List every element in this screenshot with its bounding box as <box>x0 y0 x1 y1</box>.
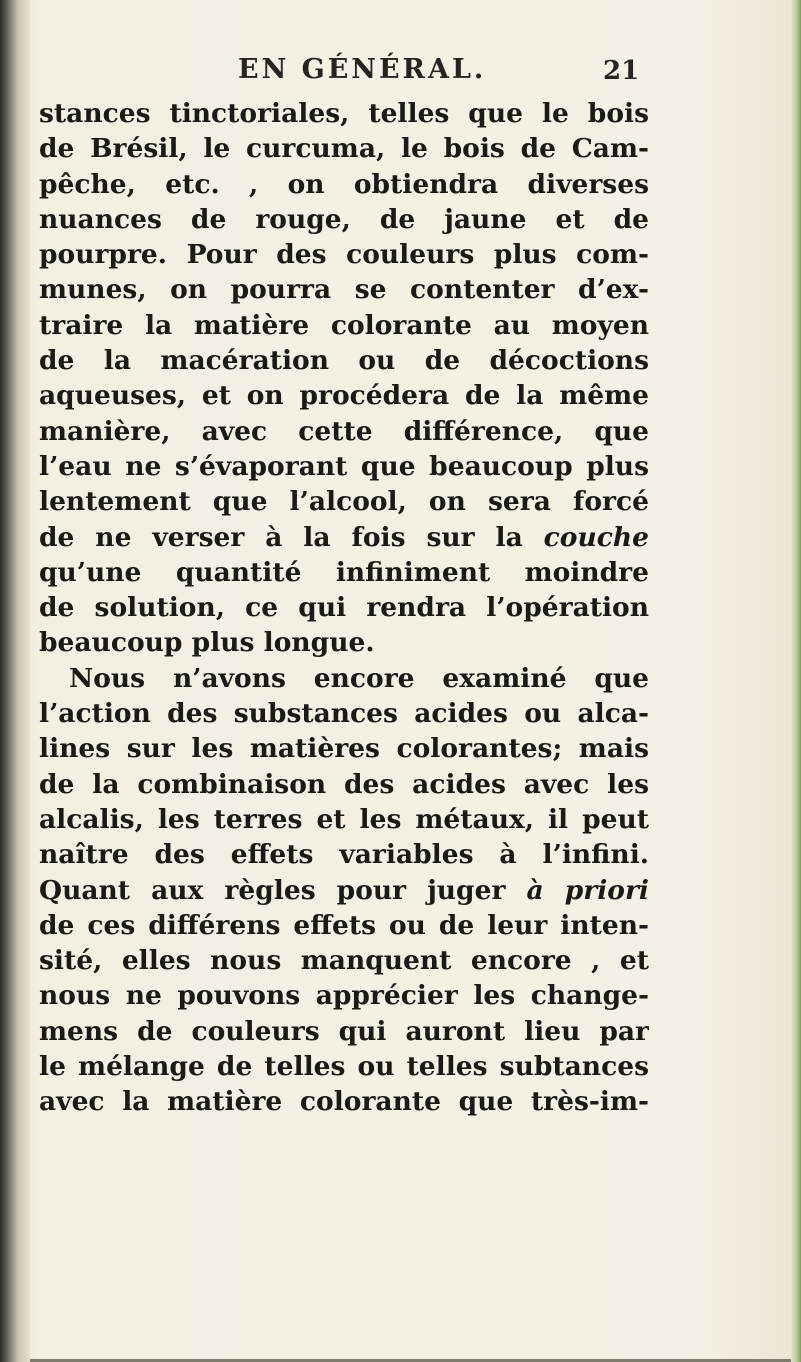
text-line: naître des effets variables à l’infini. <box>39 839 649 871</box>
binding-gutter <box>0 0 30 1362</box>
text-line: avec la matière colorante que très-im- <box>39 1086 649 1118</box>
text-line: traire la matière colorante au moyen <box>39 309 649 341</box>
text-line: aqueuses, et on procédera de la même <box>39 380 649 412</box>
paragraph-start-line: Nous n’avons encore examiné que <box>69 662 649 694</box>
text-line: lines sur les matières colorantes; mais <box>39 733 649 765</box>
italic-term: couche <box>543 521 649 553</box>
running-head <box>0 54 801 94</box>
text-line: de solution, ce qui rendra l’opération <box>39 592 649 624</box>
text-line: l’action des substances acides ou alca- <box>39 698 649 730</box>
text-line: mens de couleurs qui auront lieu par <box>39 1015 649 1047</box>
text-line: munes, on pourra se contenter d’ex- <box>39 274 649 306</box>
text-line: nuances de rouge, de jaune et de <box>39 203 649 235</box>
text-line: alcalis, les terres et les métaux, il peut <box>39 803 649 835</box>
text-line: stances tinctoriales, telles que le bois <box>39 98 649 129</box>
text-line: de la combinaison des acides avec les <box>39 768 649 800</box>
text-line: de Brésil, le curcuma, le bois de Cam- <box>39 133 649 165</box>
page-number: 21 <box>603 56 640 86</box>
text-segment: de ne verser à la fois sur la <box>39 521 544 553</box>
page-edge <box>791 0 801 1362</box>
text-line: le mélange de telles ou telles subtances <box>39 1051 649 1083</box>
text-line: de la macération ou de décoctions <box>39 345 649 377</box>
text-line: qu’une quantité infiniment moindre <box>39 556 649 588</box>
text-line <box>39 520 649 555</box>
running-title: EN GÉNÉRAL. <box>238 54 487 85</box>
text-line: sité, elles nous manquent encore , et <box>39 945 649 977</box>
text-line: lentement que l’alcool, on sera forcé <box>39 486 649 518</box>
text-line: pourpre. Pour des couleurs plus com- <box>39 239 649 271</box>
text-line: nous ne pouvons apprécier les change- <box>39 980 649 1012</box>
body-text <box>39 96 649 1120</box>
text-line: l’eau ne s’évaporant que beaucoup plus <box>39 450 649 482</box>
text-line: pêche, etc. , on obtiendra diverses <box>39 168 649 200</box>
text-line: de ces différens effets ou de leur inten- <box>39 909 649 941</box>
paragraph-end-line: beaucoup plus longue. <box>39 627 375 659</box>
text-line: manière, avec cette différence, que <box>39 415 649 447</box>
text-segment: Quant aux règles pour juger <box>39 874 527 906</box>
italic-term: à priori <box>526 874 649 906</box>
text-line <box>39 873 649 908</box>
